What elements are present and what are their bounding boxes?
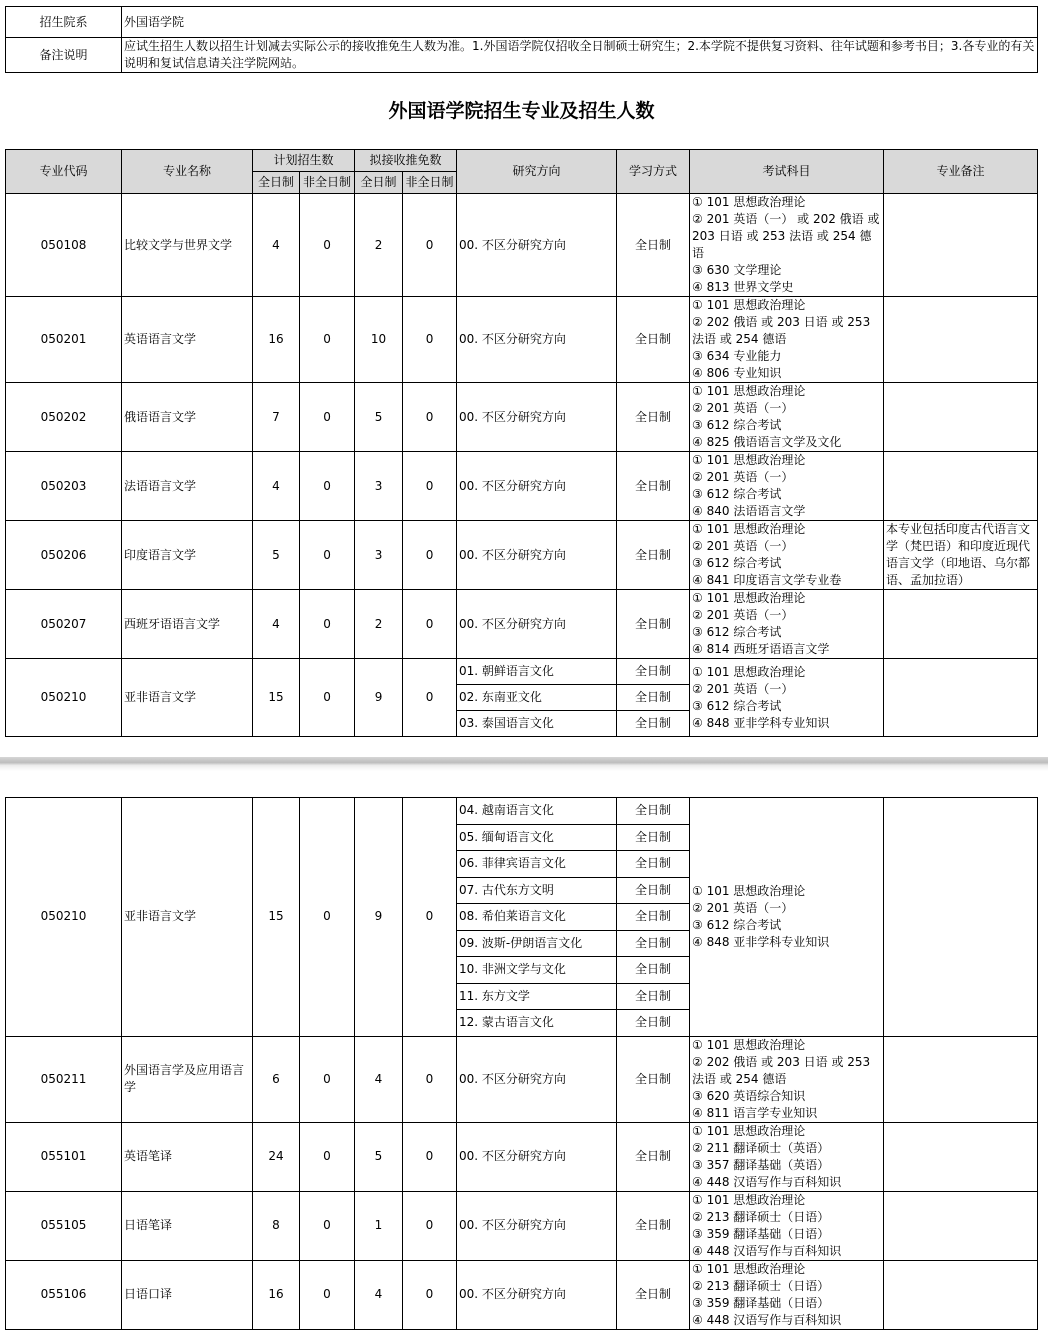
header-exempt-part: 非全日制 <box>403 172 457 194</box>
exam-subject-line: ② 213 翻译硕士（日语） <box>692 1209 830 1224</box>
plan-full-count: 4 <box>253 194 300 297</box>
table-row <box>6 194 1038 297</box>
major-name: 西班牙语语言文学 <box>122 590 253 659</box>
exam-subjects <box>690 521 884 590</box>
exam-subject-line: ④ 813 世界文学史 <box>692 280 794 294</box>
table-row <box>6 798 1038 825</box>
study-mode: 全日制 <box>617 1036 690 1122</box>
exam-subject-line: ④ 811 语言学专业知识 <box>692 1105 818 1120</box>
study-mode: 全日制 <box>617 590 690 659</box>
exempt-part-count: 0 <box>403 590 457 659</box>
plan-full-count: 24 <box>253 1122 300 1191</box>
header-plan-part: 非全日制 <box>300 172 355 194</box>
exam-subject-line: ③ 612 综合考试 <box>692 418 782 432</box>
research-direction: 00. 不区分研究方向 <box>457 1036 617 1122</box>
table-row <box>6 452 1038 521</box>
research-direction: 00. 不区分研究方向 <box>457 1191 617 1260</box>
plan-full-count: 5 <box>253 521 300 590</box>
major-code: 050201 <box>6 297 122 383</box>
research-direction: 07. 古代东方文明 <box>457 877 617 904</box>
exam-subject-line: ③ 359 翻译基础（日语） <box>692 1226 830 1241</box>
research-direction: 00. 不区分研究方向 <box>457 590 617 659</box>
major-note <box>884 798 1038 1037</box>
research-direction: 05. 缅甸语言文化 <box>457 824 617 851</box>
exempt-part-count: 0 <box>403 1122 457 1191</box>
research-direction: 00. 不区分研究方向 <box>457 297 617 383</box>
exempt-full-count: 3 <box>355 521 403 590</box>
exempt-full-count: 9 <box>355 659 403 737</box>
exam-subject-line: ② 213 翻译硕士（日语） <box>692 1278 830 1293</box>
research-direction: 09. 波斯-伊朗语言文化 <box>457 930 617 957</box>
header-note: 专业备注 <box>884 150 1038 194</box>
research-direction: 12. 蒙古语言文化 <box>457 1010 617 1037</box>
major-name: 英语语言文学 <box>122 297 253 383</box>
exempt-part-count: 0 <box>403 1036 457 1122</box>
exempt-part-count: 0 <box>403 297 457 383</box>
plan-part-count: 0 <box>300 1036 355 1122</box>
research-direction: 00. 不区分研究方向 <box>457 1260 617 1329</box>
exam-subject-line: ③ 612 综合考试 <box>692 556 782 570</box>
study-mode: 全日制 <box>617 383 690 452</box>
study-mode: 全日制 <box>617 297 690 383</box>
exempt-part-count: 0 <box>403 452 457 521</box>
major-code: 055101 <box>6 1122 122 1191</box>
exam-subjects <box>690 1191 884 1260</box>
exam-subject-line: ② 202 俄语 或 203 日语 或 253 法语 或 254 德语 <box>692 1054 871 1086</box>
exempt-part-count: 0 <box>403 1260 457 1329</box>
college-value: 外国语学院 <box>122 7 1038 38</box>
plan-part-count: 0 <box>300 194 355 297</box>
research-direction: 02. 东南亚文化 <box>457 685 617 711</box>
header-code: 专业代码 <box>6 150 122 194</box>
major-code: 050203 <box>6 452 122 521</box>
exam-subject-line: ④ 448 汉语写作与百科知识 <box>692 1174 842 1189</box>
exam-subject-line: ③ 612 综合考试 <box>692 698 782 713</box>
header-exempt: 拟接收推免数 <box>355 150 457 172</box>
study-mode: 全日制 <box>617 904 690 931</box>
remark-label: 备注说明 <box>6 38 122 73</box>
exempt-part-count: 0 <box>403 798 457 1037</box>
study-mode: 全日制 <box>617 824 690 851</box>
research-direction: 04. 越南语言文化 <box>457 798 617 825</box>
study-mode: 全日制 <box>617 194 690 297</box>
major-name: 比较文学与世界文学 <box>122 194 253 297</box>
plan-part-count: 0 <box>300 1191 355 1260</box>
exam-subject-line: ③ 357 翻译基础（英语） <box>692 1157 830 1172</box>
major-name: 英语笔译 <box>122 1122 253 1191</box>
exam-subject-line: ③ 634 专业能力 <box>692 349 782 363</box>
exempt-full-count: 2 <box>355 590 403 659</box>
info-table <box>5 6 1038 73</box>
major-name: 印度语言文学 <box>122 521 253 590</box>
research-direction: 01. 朝鲜语言文化 <box>457 659 617 685</box>
exam-subject-line: ① 101 思想政治理论 <box>692 1261 806 1276</box>
exam-subjects <box>690 452 884 521</box>
exam-subject-line: ② 201 英语（一） <box>692 401 794 415</box>
exam-subject-line: ③ 612 综合考试 <box>692 625 782 639</box>
study-mode: 全日制 <box>617 1010 690 1037</box>
exam-subjects <box>690 383 884 452</box>
exam-subjects <box>690 297 884 383</box>
plan-full-count: 7 <box>253 383 300 452</box>
exam-subjects <box>690 590 884 659</box>
exempt-full-count: 3 <box>355 452 403 521</box>
study-mode: 全日制 <box>617 1122 690 1191</box>
header-name: 专业名称 <box>122 150 253 194</box>
exam-subject-line: ④ 825 俄语语言文学及文化 <box>692 435 842 449</box>
plan-part-count: 0 <box>300 590 355 659</box>
exam-subject-line: ② 202 俄语 或 203 日语 或 253 法语 或 254 德语 <box>692 315 871 346</box>
plan-full-count: 16 <box>253 297 300 383</box>
exam-subject-line: ② 201 英语（一） <box>692 470 794 484</box>
plan-part-count: 0 <box>300 798 355 1037</box>
exempt-full-count: 9 <box>355 798 403 1037</box>
exam-subjects <box>690 1122 884 1191</box>
table-row <box>6 297 1038 383</box>
table-row <box>6 521 1038 590</box>
exam-subject-line: ④ 448 汉语写作与百科知识 <box>692 1312 842 1327</box>
study-mode: 全日制 <box>617 877 690 904</box>
major-name: 日语口译 <box>122 1260 253 1329</box>
study-mode: 全日制 <box>617 1260 690 1329</box>
research-direction: 11. 东方文学 <box>457 983 617 1010</box>
major-note <box>884 452 1038 521</box>
research-direction: 00. 不区分研究方向 <box>457 521 617 590</box>
study-mode: 全日制 <box>617 659 690 685</box>
study-mode: 全日制 <box>617 711 690 737</box>
major-note <box>884 297 1038 383</box>
study-mode: 全日制 <box>617 521 690 590</box>
plan-full-count: 8 <box>253 1191 300 1260</box>
study-mode: 全日制 <box>617 983 690 1010</box>
majors-table-2 <box>5 797 1038 1330</box>
major-code: 050207 <box>6 590 122 659</box>
exam-subject-line: ① 101 思想政治理论 <box>692 298 806 312</box>
exam-subject-line: ③ 612 综合考试 <box>692 487 782 501</box>
plan-part-count: 0 <box>300 1122 355 1191</box>
table-row <box>6 1122 1038 1191</box>
research-direction: 00. 不区分研究方向 <box>457 194 617 297</box>
page-separator <box>0 757 1048 771</box>
exempt-part-count: 0 <box>403 194 457 297</box>
remark-value: 应试生招生人数以招生计划减去实际公示的接收推免生人数为准。1.外国语学院仅招收全日制硕士研究生；2.本学院不提供复习资料、往年试题和参考书目；3.各专业的有关说明和复试信息请关注学院网站。 <box>122 38 1038 73</box>
plan-full-count: 4 <box>253 452 300 521</box>
header-exempt-full: 全日制 <box>355 172 403 194</box>
exempt-full-count: 2 <box>355 194 403 297</box>
major-note <box>884 1260 1038 1329</box>
major-name: 俄语语言文学 <box>122 383 253 452</box>
research-direction: 10. 非洲文学与文化 <box>457 957 617 984</box>
exempt-part-count: 0 <box>403 383 457 452</box>
exam-subject-line: ① 101 思想政治理论 <box>692 453 806 467</box>
major-note: 本专业包括印度古代语言文学（梵巴语）和印度近现代语言文学（印地语、乌尔都语、孟加拉语） <box>884 521 1038 590</box>
research-direction: 00. 不区分研究方向 <box>457 452 617 521</box>
major-code: 050211 <box>6 1036 122 1122</box>
exam-subject-line: ④ 806 专业知识 <box>692 366 782 380</box>
study-mode: 全日制 <box>617 452 690 521</box>
exam-subject-line: ③ 620 英语综合知识 <box>692 1088 806 1103</box>
major-code: 050206 <box>6 521 122 590</box>
exam-subject-line: ③ 630 文学理论 <box>692 263 782 277</box>
exam-subject-line: ④ 848 亚非学科专业知识 <box>692 934 830 949</box>
exempt-part-count: 0 <box>403 659 457 737</box>
study-mode: 全日制 <box>617 1191 690 1260</box>
table-row <box>6 659 1038 685</box>
plan-full-count: 16 <box>253 1260 300 1329</box>
study-mode: 全日制 <box>617 685 690 711</box>
header-exam: 考试科目 <box>690 150 884 194</box>
plan-part-count: 0 <box>300 1260 355 1329</box>
exam-subject-line: ① 101 思想政治理论 <box>692 1192 806 1207</box>
table-row <box>6 383 1038 452</box>
plan-full-count: 15 <box>253 798 300 1037</box>
major-note <box>884 659 1038 737</box>
study-mode: 全日制 <box>617 930 690 957</box>
exam-subject-line: ② 201 英语（一） 或 202 俄语 或 203 日语 或 253 法语 或 254 德语 <box>692 212 880 260</box>
exam-subject-line: ③ 612 综合考试 <box>692 917 782 932</box>
header-plan-full: 全日制 <box>253 172 300 194</box>
table-row <box>6 1036 1038 1122</box>
exam-subject-line: ④ 841 印度语言文学专业卷 <box>692 573 842 587</box>
exam-subject-line: ④ 848 亚非学科专业知识 <box>692 715 830 730</box>
table-row <box>6 1191 1038 1260</box>
major-code: 055106 <box>6 1260 122 1329</box>
exam-subject-line: ① 101 思想政治理论 <box>692 664 806 679</box>
exam-subjects <box>690 798 884 1037</box>
table-row <box>6 1260 1038 1329</box>
plan-part-count: 0 <box>300 521 355 590</box>
exempt-part-count: 0 <box>403 521 457 590</box>
major-note <box>884 1191 1038 1260</box>
research-direction: 03. 泰国语言文化 <box>457 711 617 737</box>
exam-subjects <box>690 1036 884 1122</box>
page-title: 外国语学院招生专业及招生人数 <box>388 100 655 122</box>
header-direction: 研究方向 <box>457 150 617 194</box>
study-mode: 全日制 <box>617 851 690 878</box>
research-direction: 06. 菲律宾语言文化 <box>457 851 617 878</box>
exam-subject-line: ② 201 英语（一） <box>692 539 794 553</box>
research-direction: 00. 不区分研究方向 <box>457 383 617 452</box>
exempt-full-count: 10 <box>355 297 403 383</box>
exam-subject-line: ① 101 思想政治理论 <box>692 1123 806 1138</box>
major-code: 055105 <box>6 1191 122 1260</box>
major-code: 050202 <box>6 383 122 452</box>
exam-subject-line: ② 201 英语（一） <box>692 681 794 696</box>
major-name: 外国语言学及应用语言学 <box>122 1036 253 1122</box>
header-mode: 学习方式 <box>617 150 690 194</box>
major-name: 亚非语言文学 <box>122 659 253 737</box>
exam-subject-line: ② 201 英语（一） <box>692 900 794 915</box>
exam-subject-line: ① 101 思想政治理论 <box>692 195 806 209</box>
exempt-full-count: 1 <box>355 1191 403 1260</box>
college-label: 招生院系 <box>6 7 122 38</box>
major-note <box>884 590 1038 659</box>
major-code: 050108 <box>6 194 122 297</box>
plan-part-count: 0 <box>300 659 355 737</box>
research-direction: 08. 希伯莱语言文化 <box>457 904 617 931</box>
plan-part-count: 0 <box>300 297 355 383</box>
exempt-full-count: 4 <box>355 1036 403 1122</box>
exam-subject-line: ④ 840 法语语言文学 <box>692 504 806 518</box>
exam-subject-line: ① 101 思想政治理论 <box>692 1037 806 1052</box>
major-name: 日语笔译 <box>122 1191 253 1260</box>
exempt-part-count: 0 <box>403 1191 457 1260</box>
major-note <box>884 1036 1038 1122</box>
exam-subject-line: ① 101 思想政治理论 <box>692 384 806 398</box>
exam-subject-line: ① 101 思想政治理论 <box>692 591 806 605</box>
exam-subject-line: ① 101 思想政治理论 <box>692 522 806 536</box>
plan-full-count: 6 <box>253 1036 300 1122</box>
table-row <box>6 590 1038 659</box>
majors-table-1 <box>5 149 1038 737</box>
major-code: 050210 <box>6 798 122 1037</box>
plan-part-count: 0 <box>300 383 355 452</box>
study-mode: 全日制 <box>617 798 690 825</box>
exempt-full-count: 5 <box>355 383 403 452</box>
major-name: 亚非语言文学 <box>122 798 253 1037</box>
exempt-full-count: 4 <box>355 1260 403 1329</box>
study-mode: 全日制 <box>617 957 690 984</box>
plan-part-count: 0 <box>300 452 355 521</box>
exam-subjects <box>690 194 884 297</box>
major-note <box>884 194 1038 297</box>
exam-subjects <box>690 659 884 737</box>
major-note <box>884 1122 1038 1191</box>
exam-subject-line: ② 201 英语（一） <box>692 608 794 622</box>
exam-subject-line: ④ 814 西班牙语语言文学 <box>692 642 830 656</box>
major-note <box>884 383 1038 452</box>
research-direction: 00. 不区分研究方向 <box>457 1122 617 1191</box>
major-code: 050210 <box>6 659 122 737</box>
exempt-full-count: 5 <box>355 1122 403 1191</box>
exam-subject-line: ③ 359 翻译基础（日语） <box>692 1295 830 1310</box>
plan-full-count: 15 <box>253 659 300 737</box>
exam-subject-line: ② 211 翻译硕士（英语） <box>692 1140 830 1155</box>
exam-subject-line: ④ 448 汉语写作与百科知识 <box>692 1243 842 1258</box>
header-plan: 计划招生数 <box>253 150 355 172</box>
major-name: 法语语言文学 <box>122 452 253 521</box>
exam-subject-line: ① 101 思想政治理论 <box>692 883 806 898</box>
exam-subjects <box>690 1260 884 1329</box>
plan-full-count: 4 <box>253 590 300 659</box>
